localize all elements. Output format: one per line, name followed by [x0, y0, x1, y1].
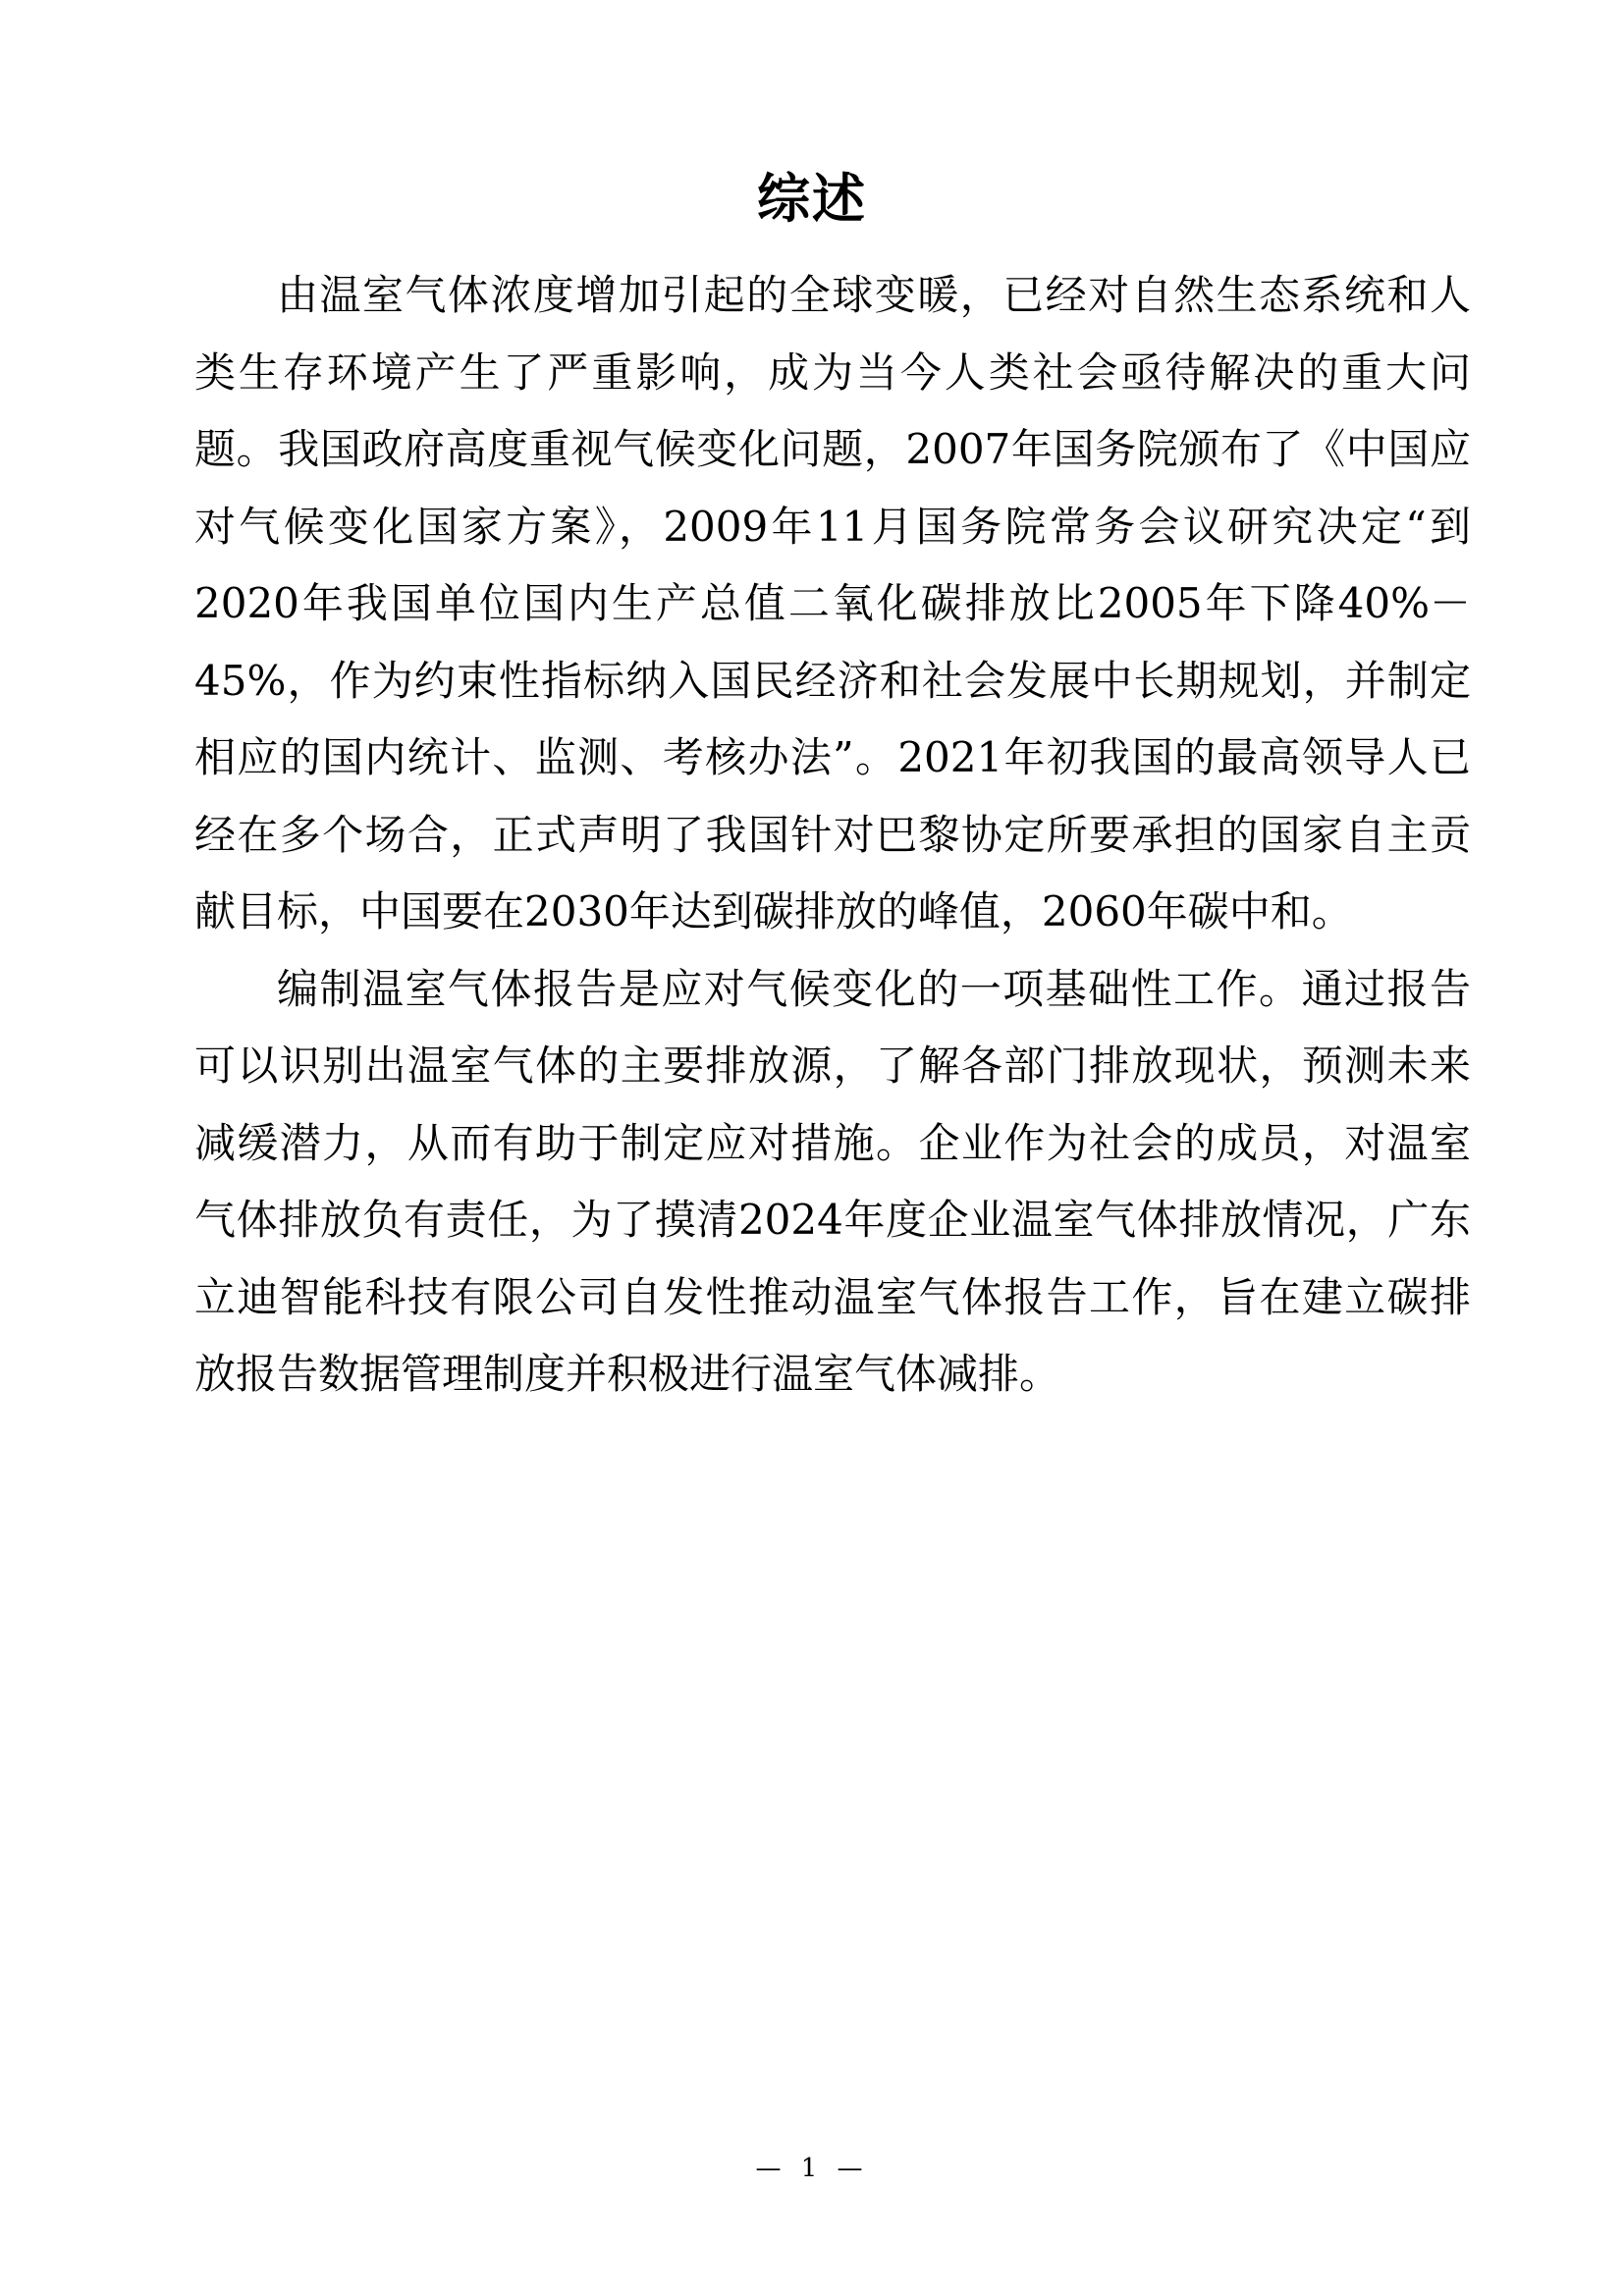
- page-title: 综述: [757, 168, 867, 230]
- body-text: [194, 257, 1471, 1414]
- paragraph: 编制温室气体报告是应对气候变化的一项基础性工作。通过报告可以识别出温室气体的主要排放源，了解各部门排放现状，预测未来减缓潜力，从而有助于制定应对措施。企业作为社会的成员，对温室气体排放负有责任，为了摸清2024年度企业温室气体排放情况，广东立迪智能科技有限公司自发性推动温室气体报告工作，旨在建立碳排放报告数据管理制度并积极进行温室气体减排。: [194, 964, 1471, 1398]
- page-number: — 1 —: [755, 2154, 869, 2183]
- paragraph: 由温室气体浓度增加引起的全球变暖，已经对自然生态系统和人类生存环境产生了严重影响，成为当今人类社会亟待解决的重大问题。我国政府高度重视气候变化问题，2007年国务院颁布了《中国应对气候变化国家方案》，2009年11月国务院常务会议研究决定“到2020年我国单位国内生产总值二氧化碳排放比2005年下降40%－45%，作为约束性指标纳入国民经济和社会发展中长期规划，并制定相应的国内统计、监测、考核办法”。2021年初我国的最高领导人已经在多个场合，正式声明了我国针对巴黎协定所要承担的国家自主贡献目标，中国要在2030年达到碳排放的峰值，2060年碳中和。: [194, 271, 1471, 935]
